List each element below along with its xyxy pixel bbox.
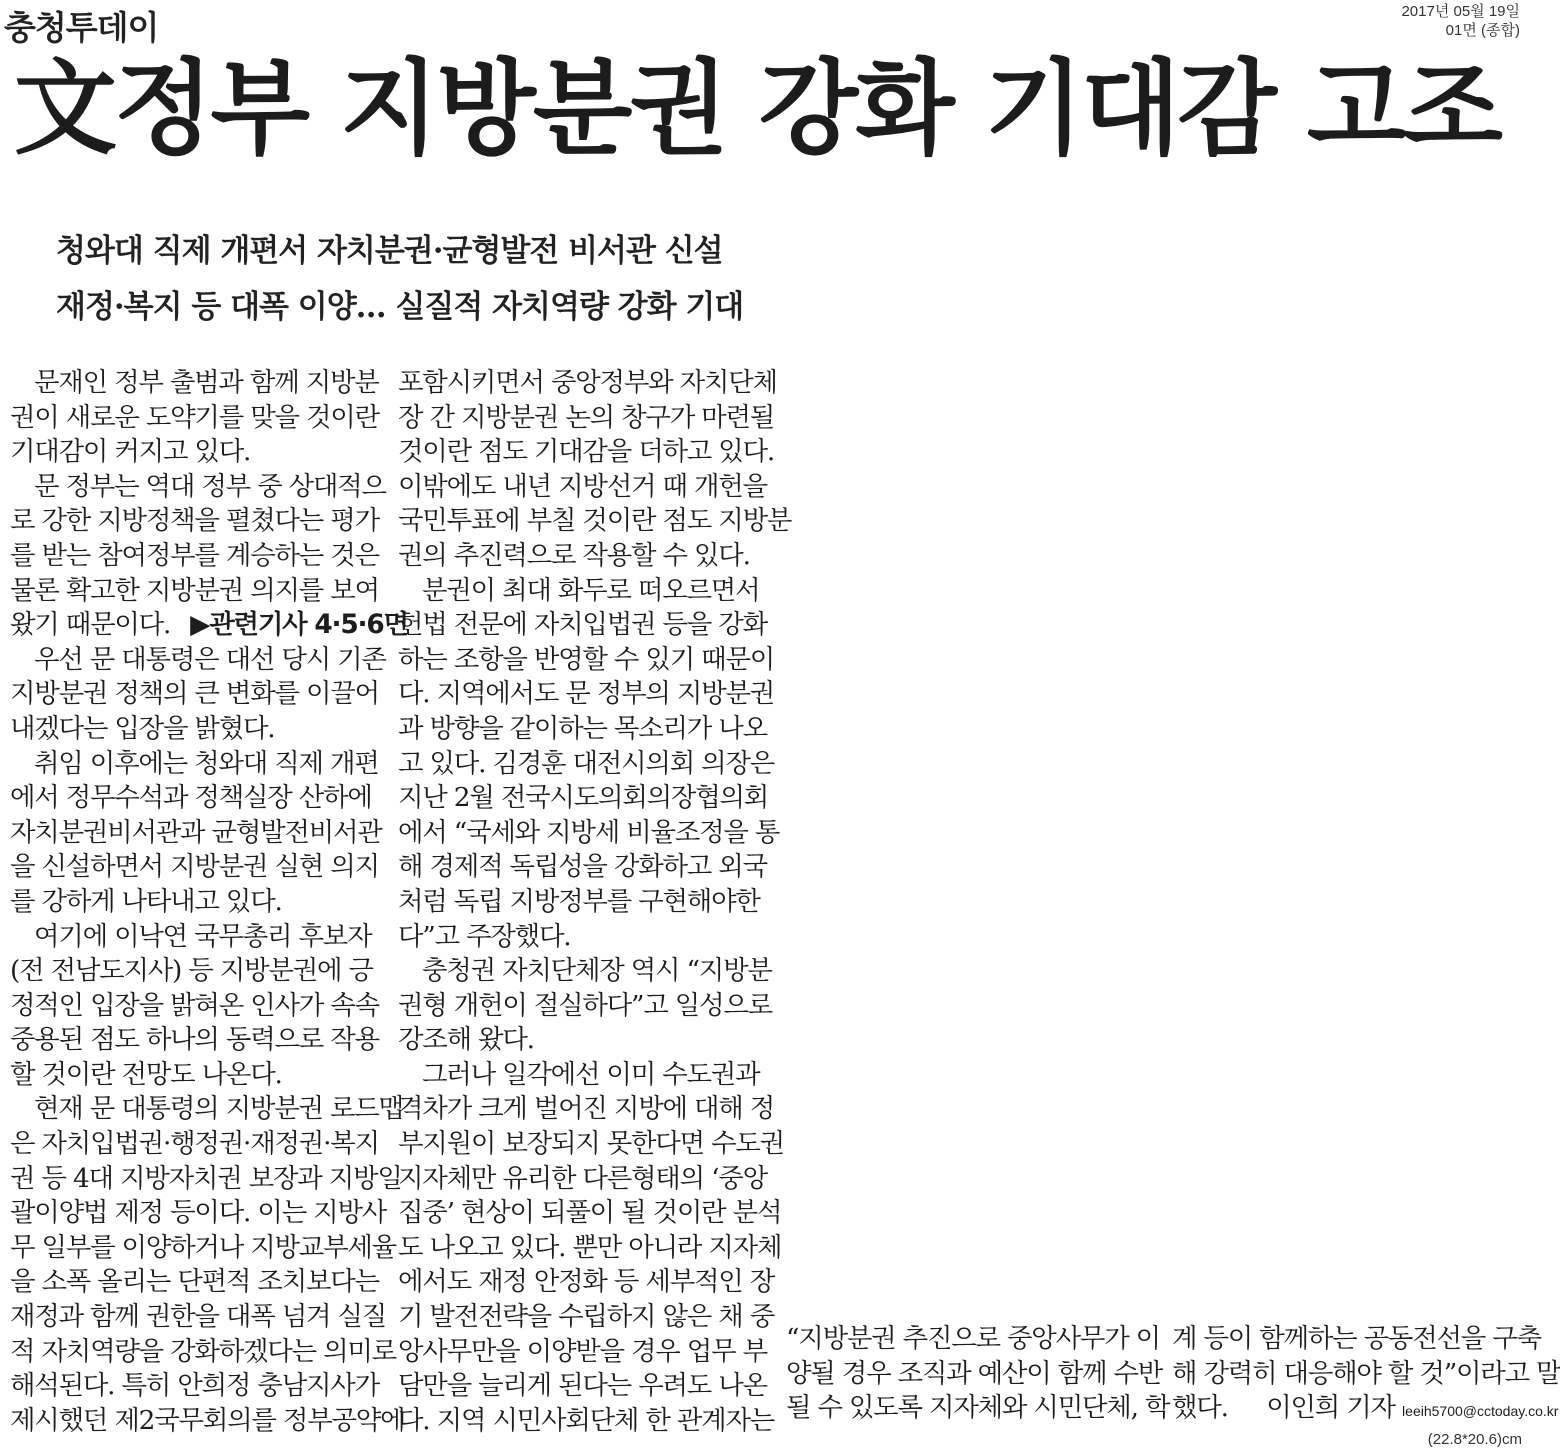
article-line [10, 470, 386, 505]
article-line [398, 643, 775, 678]
article-line [10, 1265, 379, 1300]
article-line [10, 574, 379, 609]
article-line-text: 제시했던 제2국무회의를 정부공약에 [10, 1404, 405, 1436]
article-line-text: 여기에 이낙연 국무총리 후보자 [34, 920, 372, 952]
article-line-text: 헌법 전문에 자치입법권 등을 강화 [398, 609, 767, 641]
article-line-text: 고 있다. 김경훈 대전시의회 의장은 [398, 747, 775, 779]
article-line-text: 지난 2월 전국시도의회의장협의회 [398, 782, 769, 814]
article-line [10, 1023, 379, 1058]
article-line-text: 국민투표에 부칠 것이란 점도 지방분 [398, 505, 792, 537]
article-line [398, 885, 760, 920]
article-line [10, 366, 379, 401]
subheadline-1: 청와대 직제 개편서 자치분권·균형발전 비서관 신설 [56, 233, 723, 269]
article-line-text: 지자체만 유리한 다른형태의 ‘중앙 [398, 1162, 767, 1194]
article-line [10, 954, 373, 989]
article-line [10, 504, 379, 539]
article-column-1 [10, 366, 408, 1438]
article-line [786, 1357, 1163, 1392]
article-line [10, 643, 386, 678]
article-line-text: 지방분권 정책의 큰 변화를 이끌어 [10, 678, 379, 710]
article-line-text: 그러나 일각에선 이미 수도권과 [422, 1058, 760, 1090]
article-line-text: 중용된 점도 하나의 동력으로 작용 [10, 1024, 379, 1056]
article-line [10, 539, 379, 574]
article-line [10, 920, 372, 955]
article-line-text: 권형 개헌이 절실하다”고 일성으로 [398, 989, 772, 1021]
article-line-text: 도 나오고 있다. 뿐만 아니라 지자체 [398, 1231, 782, 1263]
article-line [10, 608, 408, 643]
related-articles-reference: ▶관련기사 4·5·6면 [190, 609, 408, 641]
article-line-text: 적 자치역량을 강화하겠다는 의미로 [10, 1335, 396, 1367]
article-line-text: 왔기 때문이다. [10, 609, 171, 641]
article-line [398, 1404, 775, 1439]
article-line-text: 로 강한 지방정책을 펼쳤다는 평가 [10, 505, 379, 537]
article-line [398, 366, 777, 401]
article-line-text: 권이 새로운 도약기를 맞을 것이란 [10, 401, 379, 433]
article-line-text: 재정과 함께 권한을 대폭 넘겨 실질 [10, 1301, 387, 1333]
article-line-text: (전 전남도지사) 등 지방분권에 긍 [10, 955, 373, 987]
article-line [398, 1231, 782, 1266]
article-line-text: 다. 지역 시민사회단체 한 관계자는 [398, 1404, 775, 1436]
article-line [10, 747, 379, 782]
article-line-text: 해 경제적 독립성을 강화하고 외국 [398, 851, 767, 883]
article-line-text: 에서 정무수석과 정책실장 산하에 [10, 782, 372, 814]
article-line-text: 양될 경우 조직과 예산이 함께 수반 [786, 1357, 1163, 1389]
article-line-text: 강조해 왔다. [398, 1024, 534, 1056]
article-line [398, 608, 767, 643]
article-line [398, 1127, 784, 1162]
article-line [398, 1196, 782, 1231]
article-line-text: 하는 조항을 반영할 수 있기 때문이 [398, 643, 775, 675]
article-line [398, 781, 769, 816]
article-line [10, 1162, 402, 1197]
article-line [398, 1162, 767, 1197]
article-line [1172, 1322, 1541, 1357]
article-line-text: 포함시키면서 중앙정부와 자치단체 [398, 367, 777, 398]
article-line-text: 할 것이란 전망도 나온다. [10, 1058, 282, 1090]
article-line-text: 다”고 주장했다. [398, 920, 571, 952]
article-line [10, 1335, 396, 1370]
article-line [398, 850, 767, 885]
article-line [10, 816, 382, 851]
byline-lead: 했다. [1172, 1392, 1228, 1424]
article-line [398, 747, 775, 782]
article-headline: 文정부 지방분권 강화 기대감 고조 [14, 49, 1500, 169]
article-line-text: 처럼 독립 지방정부를 구현해야한 [398, 885, 760, 917]
article-line-text: 괄이양법 제정 등이다. 이는 지방사 [10, 1197, 387, 1229]
article-line [10, 1404, 405, 1439]
article-line [398, 1369, 767, 1404]
article-line [398, 920, 750, 955]
article-line-text: 부지원이 보장되지 못한다면 수도권 [398, 1128, 784, 1160]
article-line [10, 1092, 403, 1127]
article-line-text: 격차가 크게 벌어진 지방에 대해 정 [398, 1093, 775, 1125]
article-line [398, 1265, 775, 1300]
article-line-text: 기대감이 커지고 있다. [10, 436, 251, 468]
article-line-text: 해석된다. 특히 안희정 충남지사가 [10, 1370, 379, 1402]
publication-date: 2017년 05월 19일 [1401, 3, 1520, 20]
page-section: 01면 (종합) [1445, 22, 1520, 39]
newspaper-masthead: 충청투데이 [4, 8, 159, 47]
article-line-text: 것이란 점도 기대감을 더하고 있다. [398, 436, 775, 468]
article-line-text: 우선 문 대통령은 대선 당시 기존 [34, 643, 386, 675]
article-line [786, 1322, 1160, 1357]
byline [1172, 1391, 1559, 1426]
article-line [10, 1231, 396, 1266]
article-line [398, 1023, 750, 1058]
article-line [10, 1369, 379, 1404]
article-line [398, 401, 775, 436]
article-line-text: 을 소폭 올리는 단편적 조치보다는 [10, 1266, 379, 1298]
publication-info [1401, 2, 1520, 40]
article-line-text: 에서 “국세와 지방세 비율조정을 통 [398, 816, 780, 848]
article-line-text: 기 발전전략을 수립하지 않은 채 중 [398, 1301, 775, 1333]
article-line [10, 1300, 387, 1335]
article-column-2 [398, 366, 792, 1438]
article-line-text: 다. 지역에서도 문 정부의 지방분권 [398, 678, 775, 710]
article-line [10, 1058, 362, 1093]
article-line [10, 435, 362, 470]
article-line-text: 장 간 지방분권 논의 창구가 마련될 [398, 401, 775, 433]
article-column-3 [786, 1322, 1170, 1426]
article-line [10, 1196, 387, 1231]
article-line [10, 850, 379, 885]
article-line-text: “지방분권 추진으로 중앙사무가 이 [786, 1323, 1160, 1354]
article-line [398, 574, 760, 609]
article-line [10, 677, 379, 712]
article-line [398, 1300, 775, 1335]
article-line-text: 앙사무만을 이양받을 경우 업무 부 [398, 1335, 767, 1367]
article-line-text: 자치분권비서관과 균형발전비서관 [10, 816, 382, 848]
article-line-text: 에서도 재정 안정화 등 세부적인 장 [398, 1266, 775, 1298]
article-line-text: 를 받는 참여정부를 계승하는 것은 [10, 539, 379, 571]
article-line-text: 집중’ 현상이 되풀이 될 것이란 분석 [398, 1197, 782, 1229]
article-line-text: 은 자치입법권·행정권·재정권·복지 [10, 1128, 379, 1160]
article-size-note: (22.8*20.6)cm [1427, 1431, 1522, 1448]
article-line [10, 401, 379, 436]
article-line [10, 885, 362, 920]
article-line-text: 을 신설하면서 지방분권 실현 의지 [10, 851, 379, 883]
article-line [398, 677, 775, 712]
article-line-text: 권 등 4대 지방자치권 보장과 지방일 [10, 1162, 402, 1194]
article-line [398, 989, 772, 1024]
article-line-text: 충청권 자치단체장 역시 “지방분 [422, 955, 772, 987]
article-line-text: 물론 확고한 지방분권 의지를 보여 [10, 574, 379, 606]
article-line-text: 담만을 늘리게 된다는 우려도 나온 [398, 1370, 767, 1402]
article-line-text: 해 강력히 대응해야 할 것”이라고 말 [1172, 1357, 1560, 1389]
article-line-text: 분권이 최대 화두로 떠오르면서 [422, 574, 760, 606]
subheadline-2: 재정·복지 등 대폭 이양… 실질적 자치역량 강화 기대 [56, 289, 744, 325]
article-line-text: 계 등이 함께하는 공동전선을 구축 [1172, 1323, 1541, 1354]
article-line-text: 내겠다는 입장을 밝혔다. [10, 712, 275, 744]
article-line-text: 현재 문 대통령의 지방분권 로드맵 [34, 1093, 403, 1125]
article-line [398, 504, 792, 539]
article-line [10, 1127, 379, 1162]
article-line [398, 816, 780, 851]
article-line [786, 1391, 1170, 1426]
article-line-text: 취임 이후에는 청와대 직제 개편 [34, 747, 379, 779]
article-line-text: 과 방향을 같이하는 목소리가 나오 [398, 712, 767, 744]
article-column-4 [1172, 1322, 1560, 1426]
article-line-text: 문재인 정부 출범과 함께 지방분 [34, 367, 379, 398]
article-line [398, 1058, 760, 1093]
article-line-text: 이밖에도 내년 지방선거 때 개헌을 [398, 470, 767, 502]
article-line [398, 1092, 775, 1127]
article-line [398, 435, 775, 470]
article-line-text: 를 강하게 나타내고 있다. [10, 885, 282, 917]
article-line [10, 712, 362, 747]
article-line [10, 781, 372, 816]
article-line [398, 712, 767, 747]
article-line-text: 문 정부는 역대 정부 중 상대적으 [34, 470, 386, 502]
article-line [10, 989, 379, 1024]
reporter-email: leeih5700@cctoday.co.kr [1402, 1403, 1559, 1420]
article-line [398, 1335, 767, 1370]
article-line [398, 539, 750, 574]
article-line-text: 될 수 있도록 지자체와 시민단체, 학 [786, 1392, 1170, 1424]
article-line-text: 정적인 입장을 밝혀온 인사가 속속 [10, 989, 379, 1021]
reporter-name: 이인희 기자 [1266, 1392, 1395, 1424]
article-line [1172, 1357, 1560, 1392]
article-line-text: 권의 추진력으로 작용할 수 있다. [398, 539, 750, 571]
article-line-text: 무 일부를 이양하거나 지방교부세율 [10, 1231, 396, 1263]
article-line [398, 954, 772, 989]
article-line [398, 470, 767, 505]
